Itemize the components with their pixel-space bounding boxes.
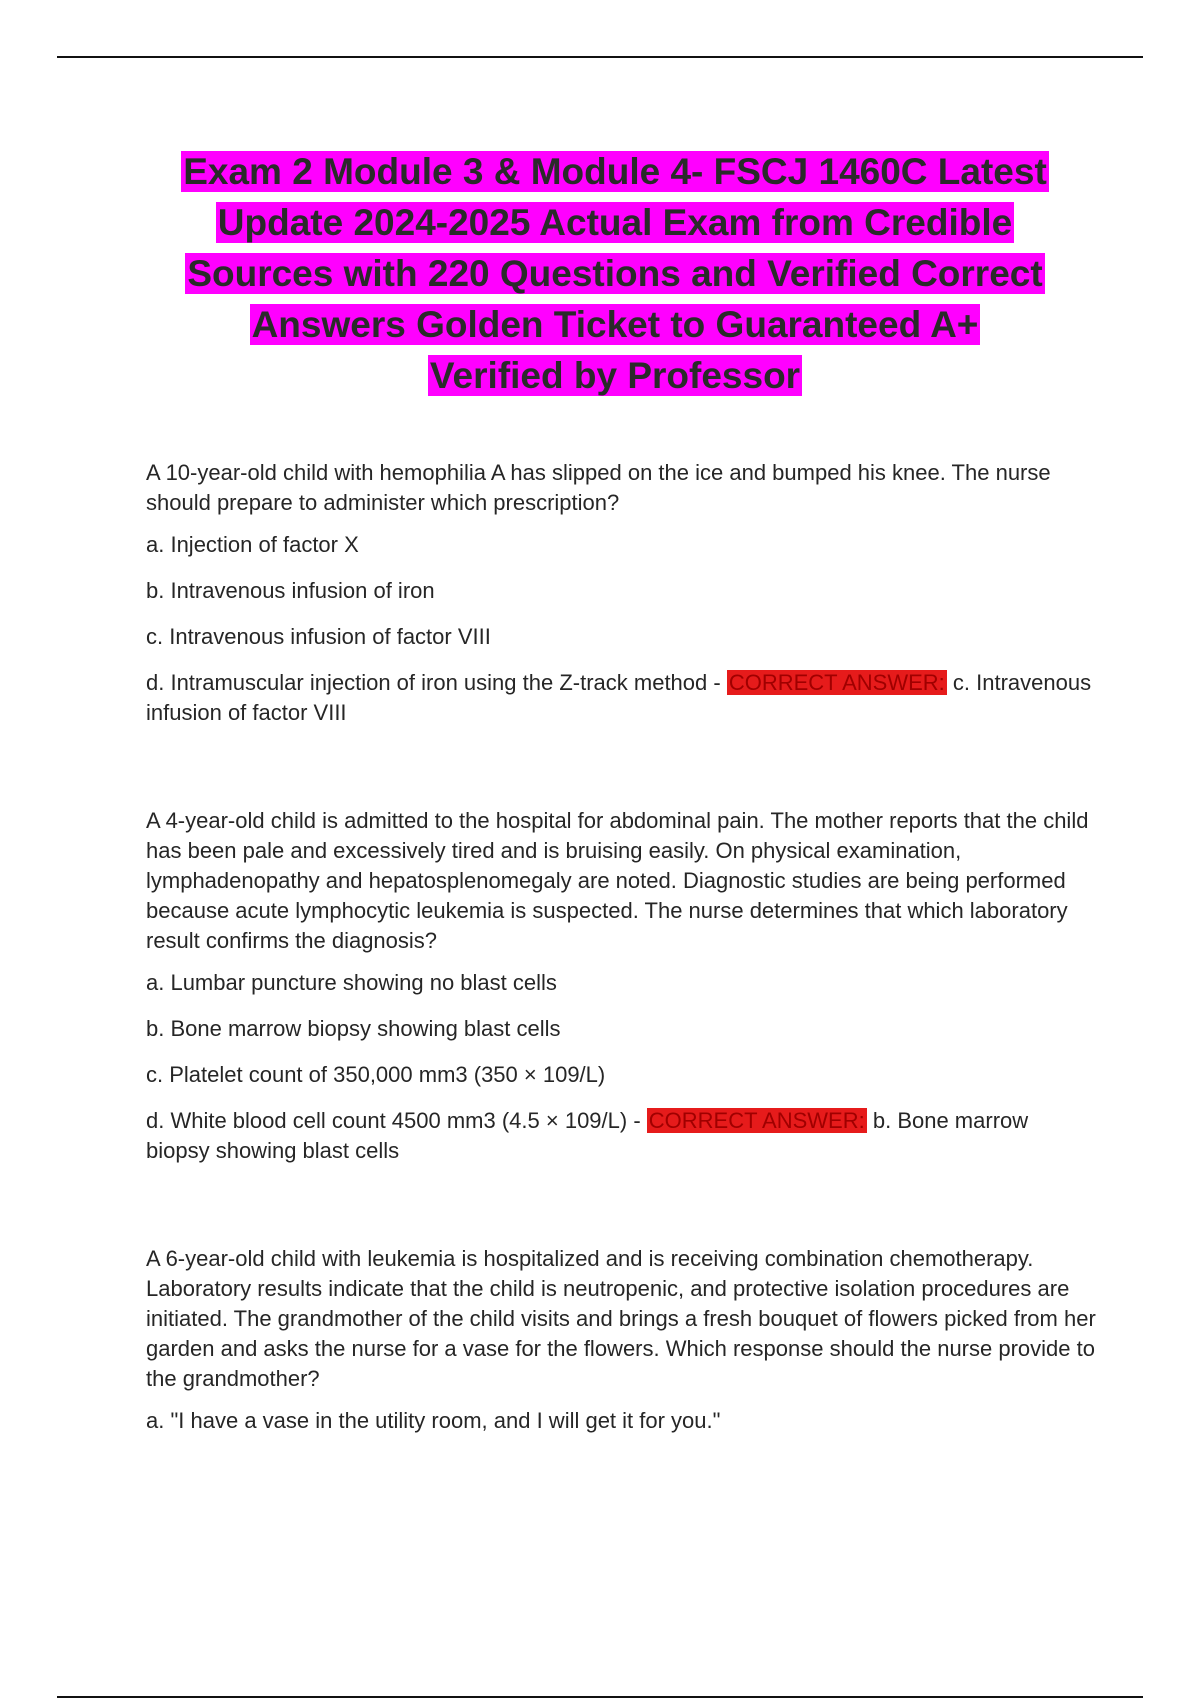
question-block-1 (146, 458, 1096, 728)
correct-answer-label: CORRECT ANSWER: (648, 1108, 865, 1133)
title-line-5: Verified by Professor (429, 355, 801, 396)
correct-answer-text: c. Intravenous infusion of factor VIII (146, 670, 1092, 725)
correct-answer-label: CORRECT ANSWER: (728, 670, 945, 695)
answer-option-c: c. Platelet count of 350,000 mm3 (350 × 109/L) (146, 1062, 606, 1087)
title-line-1: Exam 2 Module 3 & Module 4- FSCJ 1460C Latest (183, 151, 1047, 192)
answer-option-a: a. Injection of factor X (146, 532, 359, 557)
question-stem: A 4-year-old child is admitted to the hospital for abdominal pain. The mother reports that the child has been pale and excessively tired and is bruising easily. On physical examination, lymphadenopathy and hepatosplenomegaly are noted. Diagnostic studies are being performed because acute lymphocytic leukemia is suspected. The nurse determines that which laboratory result confirms the diagnosis? (146, 808, 1089, 953)
title-line-3: Sources with 220 Questions and Verified Correct (187, 253, 1043, 294)
top-rule (57, 56, 1143, 58)
title-line-4: Answers Golden Ticket to Guaranteed A+ (251, 304, 979, 345)
question-block-2 (146, 806, 1096, 1166)
bottom-rule (57, 1696, 1143, 1698)
answer-option-d (146, 668, 1096, 728)
answer-option-a: a. "I have a vase in the utility room, and I will get it for you." (146, 1408, 721, 1433)
correct-answer-text: b. Bone marrow biopsy showing blast cells (146, 1108, 1029, 1163)
answer-option-a: a. Lumbar puncture showing no blast cells (146, 970, 557, 995)
document-body (146, 458, 1096, 1514)
question-stem: A 6-year-old child with leukemia is hospitalized and is receiving combination chemotherapy. Laboratory results indicate that the child is neutropenic, and protective isolation procedures are initiated. The grandmother of the child visits and brings a fresh bouquet of flowers picked from her garden and asks the nurse for a vase for the flowers. Which response should the nurse provide to the grandmother? (146, 1246, 1096, 1391)
answer-option-d-text: d. Intramuscular injection of iron using the Z-track method - (146, 670, 727, 695)
answer-option-c: c. Intravenous infusion of factor VIII (146, 624, 491, 649)
title-line-2: Update 2024-2025 Actual Exam from Credible (217, 202, 1013, 243)
document-title (140, 146, 1090, 401)
answer-option-b: b. Bone marrow biopsy showing blast cells (146, 1016, 561, 1041)
question-block-3 (146, 1244, 1096, 1436)
answer-option-b: b. Intravenous infusion of iron (146, 578, 435, 603)
question-stem: A 10-year-old child with hemophilia A has slipped on the ice and bumped his knee. The nurse should prepare to administer which prescription? (146, 460, 1051, 515)
answer-option-d-text: d. White blood cell count 4500 mm3 (4.5 × 109/L) - (146, 1108, 647, 1133)
answer-option-d (146, 1106, 1096, 1166)
